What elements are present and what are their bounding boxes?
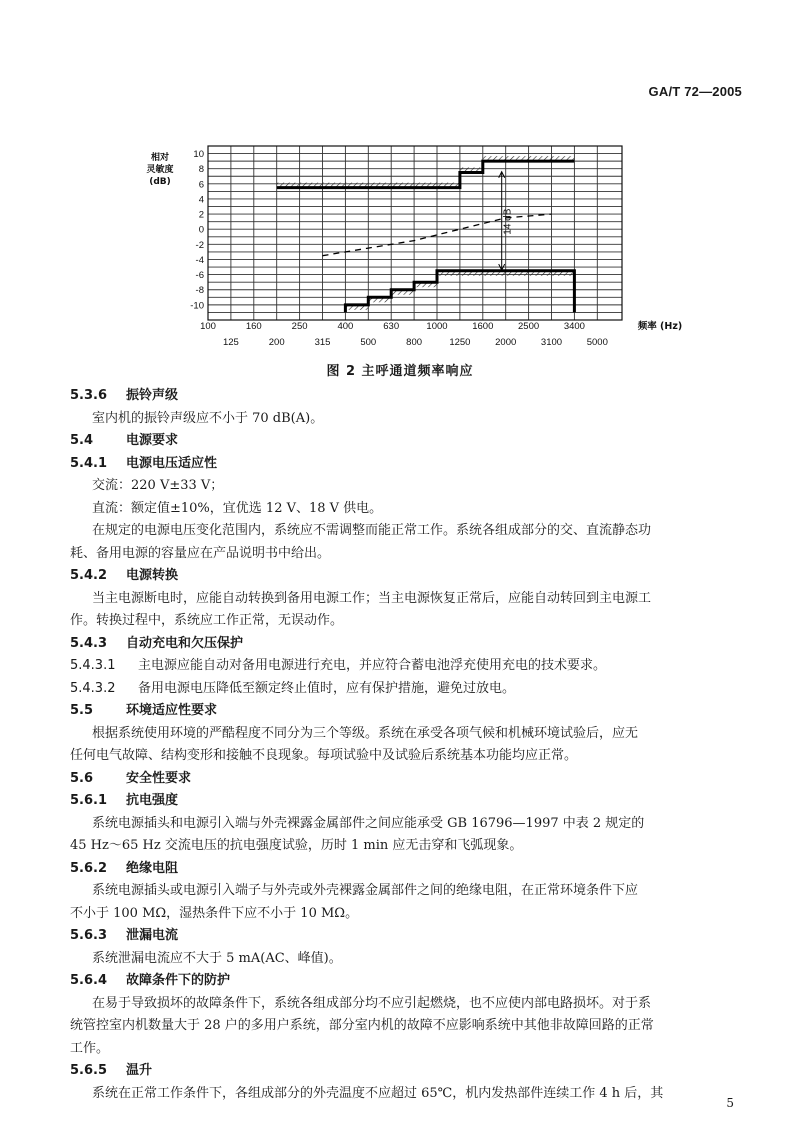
y-tick-label: -4	[195, 254, 204, 266]
x-tick-label-upper: 250	[291, 321, 308, 332]
section-heading	[70, 970, 750, 993]
subclause-text: 备用电源电压降低至额定终止值时，应有保护措施，避免过放电。	[138, 680, 516, 696]
paragraph-continuation: 耗、备用电源的容量应在产品说明书中给出。	[70, 545, 331, 561]
y-tick-label: -10	[190, 300, 204, 312]
section-title: 电源要求	[126, 433, 179, 448]
section-title: 自动充电和欠压保护	[126, 635, 244, 651]
section-number: 5.6.5	[70, 1063, 108, 1078]
paragraph-line: 系统在正常工作条件下，各组成部分的外壳温度不应超过 65℃，机内发热部件连续工作 4 h 后，其	[92, 1085, 664, 1101]
x-tick-label-lower: 5000	[586, 337, 608, 348]
paragraph-continuation: 45 Hz～65 Hz 交流电压的抗电强度试验，历时 1 min 应无击穿和飞弧现象。	[70, 838, 523, 853]
y-tick-label: 6	[198, 179, 204, 191]
section-number: 5.6.2	[70, 860, 108, 876]
paragraph-line: 室内机的振铃声级应不小于 70 dB(A)。	[92, 410, 324, 426]
section-heading	[70, 858, 750, 881]
x-tick-label-lower: 200	[268, 337, 285, 348]
section-number: 5.6.3	[70, 928, 108, 943]
section-title: 振铃声级	[126, 388, 179, 403]
section-heading	[70, 1060, 750, 1083]
annotation-label: 14 dB	[502, 208, 514, 235]
subclause-line	[70, 655, 750, 678]
section-title: 绝缘电阻	[126, 860, 179, 876]
section-number: 5.6.1	[70, 793, 108, 808]
section-title: 环境适应性要求	[126, 703, 218, 718]
section-number: 5.4.2	[70, 568, 108, 583]
paragraph-line: 直流：额定值±10%，宜优选 12 V、18 V 供电。	[92, 500, 383, 516]
section-title: 电源电压适应性	[126, 455, 218, 471]
frequency-response-chart	[130, 138, 690, 358]
paragraph-line: 当主电源断电时，应能自动转换到备用电源工作；当主电源恢复正常后，应能自动转回到主电源工	[92, 590, 652, 606]
subclause-line	[70, 678, 750, 701]
paragraph-continuation: 任何电气故障、结构变形和接触不良现象。每项试验中及试验后系统基本功能均应正常。	[70, 748, 578, 763]
subclause-text: 主电源应能自动对备用电源进行充电，并应符合蓄电池浮充使用充电的技术要求。	[138, 658, 607, 673]
x-tick-label-upper: 1600	[472, 321, 494, 332]
y-tick-label: 4	[198, 194, 204, 206]
x-axis-label: 频率 (Hz)	[637, 321, 683, 332]
section-title: 温升	[126, 1063, 153, 1078]
x-tick-label-lower: 2000	[495, 337, 517, 348]
section-title: 抗电强度	[126, 793, 179, 808]
y-tick-label: -2	[195, 239, 204, 251]
x-tick-label-upper: 400	[337, 321, 354, 332]
x-tick-label-lower: 315	[314, 337, 331, 348]
paragraph-line: 系统电源插头和电源引入端与外壳裸露金属部件之间应能承受 GB 16796—1997 中表 2 规定的	[92, 815, 645, 831]
section-number: 5.4	[70, 433, 94, 448]
paragraph-line: 交流：220 V±33 V；	[92, 478, 224, 493]
x-tick-label-upper: 1000	[426, 321, 448, 332]
paragraph-line: 在规定的电源电压变化范围内，系统应不需调整而能正常工作。系统各组成部分的交、直流静态功	[92, 523, 652, 538]
x-tick-label-lower: 500	[360, 337, 377, 348]
section-title: 安全性要求	[126, 770, 192, 786]
section-heading	[70, 430, 750, 453]
section-number: 5.4.3	[70, 635, 108, 651]
x-tick-label-upper: 630	[383, 321, 400, 332]
section-heading	[70, 565, 750, 588]
section-number: 5.3.6	[70, 388, 108, 403]
x-tick-label-lower: 1250	[449, 337, 471, 348]
y-tick-label: 8	[198, 164, 204, 176]
section-number: 5.4.1	[70, 455, 108, 471]
standard-code: GA/T 72—2005	[648, 84, 742, 99]
paragraph-line: 根据系统使用环境的严酷程度不同分为三个等级。系统在承受各项气候和机械环境试验后，应无	[92, 725, 639, 741]
page-number: 5	[726, 1096, 734, 1110]
paragraph-line: 系统电源插头或电源引入端子与外壳或外壳裸露金属部件之间的绝缘电阻，在正常环境条件下应	[92, 883, 639, 898]
paragraph-continuation: 不小于 100 MΩ，湿热条件下应不小于 10 MΩ。	[70, 905, 359, 921]
paragraph-line: 系统泄漏电流应不大于 5 mA(AC、峰值)。	[92, 950, 342, 966]
x-tick-label-upper: 100	[200, 321, 216, 332]
chart-grid	[208, 146, 622, 320]
x-tick-label-upper: 3400	[563, 321, 585, 332]
y-tick-label: 2	[198, 209, 204, 221]
section-heading	[70, 700, 750, 723]
paragraph-line: 在易于导致损坏的故障条件下，系统各组成部分均不应引起燃烧，也不应使内部电路损坏。对于系	[92, 995, 652, 1011]
section-heading	[70, 385, 750, 408]
plot-frame	[208, 146, 622, 320]
section-number: 5.6.4	[70, 973, 108, 988]
subclause-number: 5.4.3.2	[70, 680, 116, 696]
paragraph-continuation: 统管控室内机数量大于 28 户的多用户系统，部分室内机的故障不应影响系统中其他非故障回路的正常	[70, 1018, 654, 1033]
y-tick-label: 10	[193, 149, 204, 161]
section-title: 故障条件下的防护	[126, 973, 231, 988]
y-axis-label: 相对	[150, 153, 170, 163]
x-tick-label-lower: 800	[406, 337, 423, 348]
section-heading	[70, 633, 750, 656]
section-heading	[70, 453, 750, 476]
subclause-number: 5.4.3.1	[70, 658, 116, 673]
chart-hatching	[277, 156, 575, 310]
section-heading	[70, 768, 750, 791]
section-title: 电源转换	[126, 568, 179, 583]
x-tick-label-upper: 160	[245, 321, 262, 332]
section-heading	[70, 790, 750, 813]
y-axis-label: 灵敏度	[146, 165, 174, 175]
section-title: 泄漏电流	[126, 928, 179, 943]
y-tick-label: 0	[198, 224, 204, 236]
x-tick-label-lower: 125	[222, 337, 239, 348]
x-tick-label-upper: 2500	[518, 321, 540, 332]
paragraph-continuation: 作。转换过程中，系统应工作正常，无误动作。	[70, 613, 344, 628]
x-tick-label-lower: 3100	[540, 337, 563, 348]
paragraph-continuation: 工作。	[70, 1040, 110, 1056]
y-axis-label: (dB)	[149, 177, 171, 187]
section-number: 5.5	[70, 703, 94, 718]
y-tick-label: -6	[195, 270, 204, 282]
chart-canvas	[130, 138, 690, 358]
y-tick-label: -8	[195, 285, 204, 297]
document-body	[70, 385, 750, 1105]
section-heading	[70, 925, 750, 948]
figure-caption: 图 2 主呼通道频率响应	[326, 364, 474, 379]
section-number: 5.6	[70, 770, 94, 786]
